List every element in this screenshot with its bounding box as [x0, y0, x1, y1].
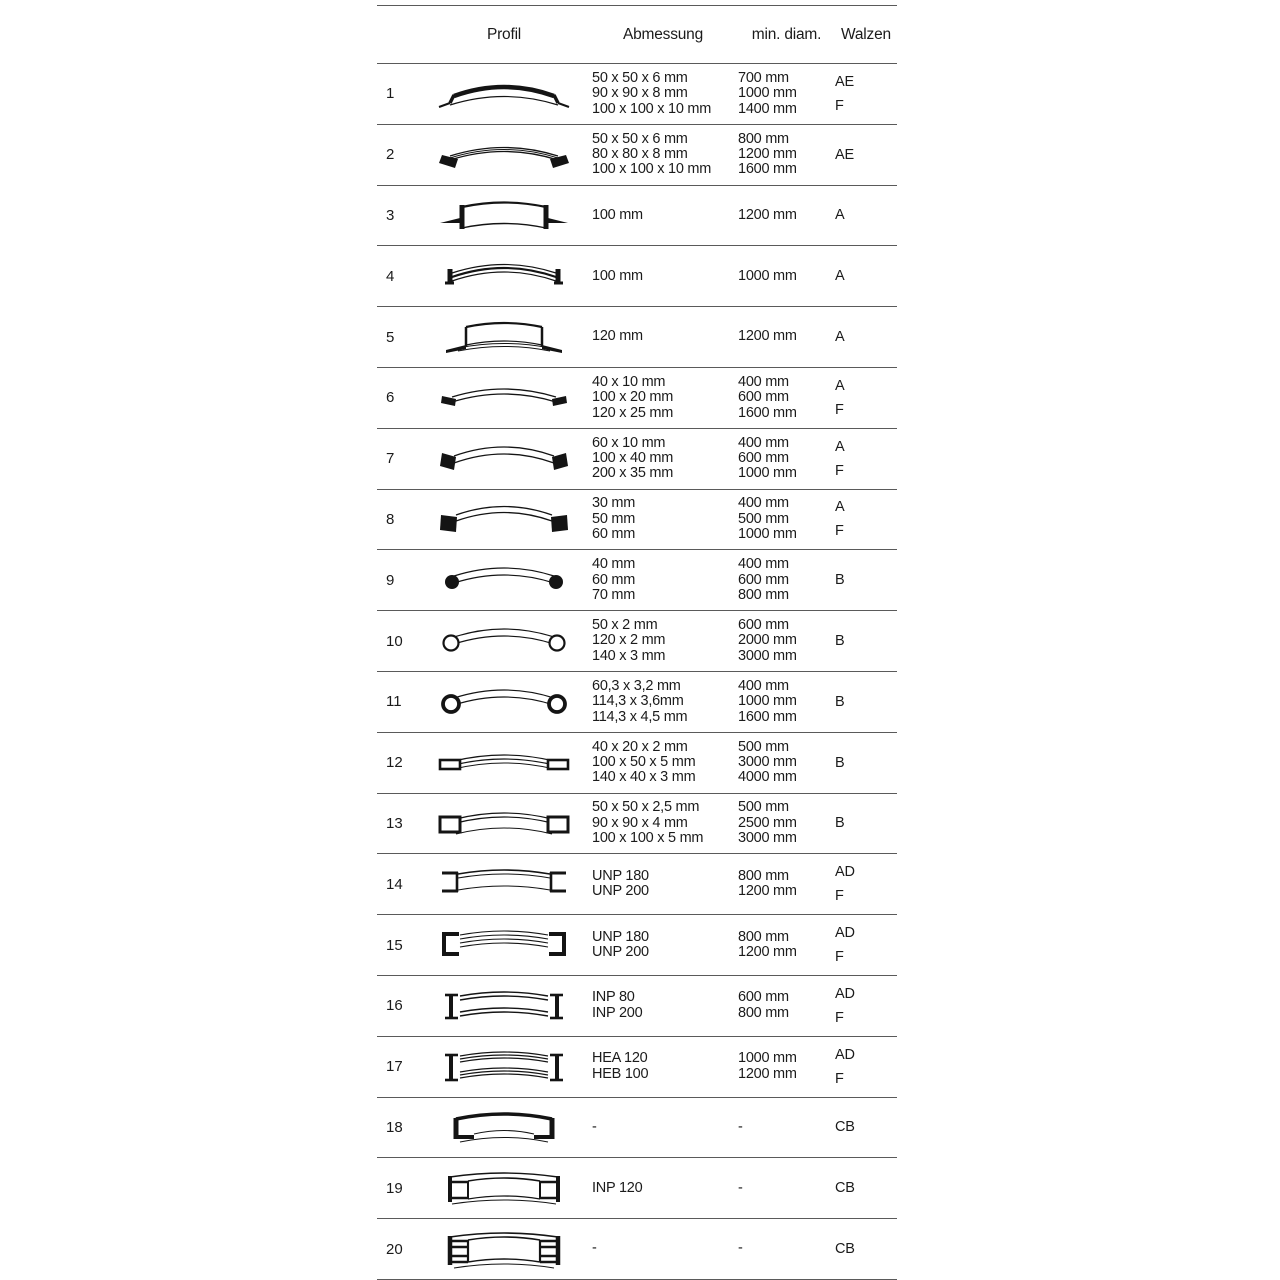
heb-beam-side-icon: [438, 1226, 570, 1272]
walzen-line: B: [835, 693, 845, 710]
walzen-line: F: [835, 1070, 844, 1087]
table-row: [377, 1158, 897, 1219]
table-row: [377, 854, 897, 915]
walzen-line: B: [835, 754, 845, 771]
walzen-line: F: [835, 462, 844, 479]
table-row: [377, 125, 897, 186]
min_diam-line: 400 mm: [738, 677, 789, 694]
abmessung-line: 120 x 2 mm: [592, 632, 666, 649]
abmessung-line: 120 mm: [592, 328, 643, 345]
row-number: 2: [386, 146, 395, 164]
min_diam-line: 800 mm: [738, 928, 789, 945]
walzen-line: A: [835, 268, 845, 285]
row-number: 5: [386, 328, 395, 346]
walzen-line: B: [835, 633, 845, 650]
abmessung-line: 40 x 10 mm: [592, 373, 666, 390]
min_diam-line: 800 mm: [738, 1004, 789, 1021]
row-number: 19: [386, 1179, 403, 1197]
abmessung-line: 50 mm: [592, 510, 636, 527]
abmessung-line: INP 200: [592, 1004, 643, 1021]
abmessung-line: 60 x 10 mm: [592, 434, 666, 451]
table-row: [377, 976, 897, 1037]
table-row: [377, 672, 897, 733]
min_diam-line: 2000 mm: [738, 632, 797, 649]
dimensions-cell: [588, 990, 738, 1021]
rollers-cell: [835, 751, 897, 775]
header-profil: Profil: [486, 25, 522, 43]
profile-icon-cell: [420, 375, 588, 421]
walzen-line: F: [835, 97, 844, 114]
profile-icon-cell: [420, 1044, 588, 1090]
abmessung-line: 200 x 35 mm: [592, 465, 674, 482]
min_diam-line: 600 mm: [738, 989, 789, 1006]
walzen-line: AD: [835, 985, 855, 1002]
profile-icon-cell: [420, 800, 588, 846]
min-diameter-cell: [738, 1241, 835, 1256]
min-diameter-cell: [738, 557, 835, 603]
rollers-cell: [835, 143, 897, 167]
walzen-line: AE: [835, 146, 854, 163]
min_diam-line: 1200 mm: [738, 328, 797, 345]
inp-beam-side-icon: [438, 1165, 570, 1211]
min-diameter-cell: [738, 800, 835, 846]
abmessung-line: 50 x 50 x 6 mm: [592, 69, 688, 86]
channel-flanges-up-icon: [438, 1104, 570, 1150]
profile-bending-table: [377, 5, 897, 1280]
table-header-row: [377, 6, 897, 64]
min_diam-line: 800 mm: [738, 586, 789, 603]
rollers-cell: [835, 325, 897, 349]
min_diam-line: 1200 mm: [738, 145, 797, 162]
walzen-line: B: [835, 572, 845, 589]
min-diameter-cell: [738, 269, 835, 284]
dimensions-cell: [588, 132, 738, 178]
inp-beam-icon: [438, 983, 570, 1029]
profile-icon-cell: [420, 740, 588, 786]
min-diameter-cell: [738, 869, 835, 900]
square-bar-icon: [438, 496, 570, 542]
min_diam-line: 1000 mm: [738, 1050, 797, 1067]
min-diameter-cell: [738, 618, 835, 664]
rollers-cell: [835, 982, 897, 1030]
dimensions-cell: [588, 1120, 738, 1135]
rollers-cell: [835, 1043, 897, 1091]
abmessung-line: 90 x 90 x 8 mm: [592, 85, 688, 102]
dimensions-cell: [588, 618, 738, 664]
row-number: 13: [386, 814, 403, 832]
profile-icon-cell: [420, 861, 588, 907]
abmessung-line: UNP 180: [592, 867, 649, 884]
min_diam-line: 600 mm: [738, 389, 789, 406]
walzen-line: A: [835, 207, 845, 224]
abmessung-line: 114,3 x 4,5 mm: [592, 708, 688, 725]
abmessung-line: 80 x 80 x 8 mm: [592, 145, 688, 162]
profile-icon-cell: [420, 1226, 588, 1272]
dimensions-cell: [588, 436, 738, 482]
min_diam-line: 2500 mm: [738, 814, 797, 831]
profile-icon-cell: [420, 436, 588, 482]
walzen-line: A: [835, 329, 845, 346]
abmessung-line: 140 x 3 mm: [592, 647, 666, 664]
row-number: 9: [386, 571, 395, 589]
min_diam-line: 500 mm: [738, 799, 789, 816]
abmessung-line: 140 x 40 x 3 mm: [592, 769, 696, 786]
dimensions-cell: [588, 869, 738, 900]
abmessung-line: 50 x 50 x 6 mm: [592, 130, 688, 147]
walzen-line: AD: [835, 864, 855, 881]
min-diameter-cell: [738, 375, 835, 421]
walzen-line: CB: [835, 1119, 855, 1136]
min_diam-line: 1600 mm: [738, 404, 797, 421]
abmessung-line: 90 x 90 x 4 mm: [592, 814, 688, 831]
profile-icon-cell: [420, 496, 588, 542]
dimensions-cell: [588, 375, 738, 421]
dimensions-cell: [588, 1181, 738, 1196]
table-row: [377, 246, 897, 307]
header-abmessung: Abmessung: [622, 25, 704, 43]
profile-icon-cell: [420, 557, 588, 603]
min_diam-line: 1600 mm: [738, 161, 797, 178]
min-diameter-cell: [738, 1181, 835, 1196]
dimensions-cell: [588, 269, 738, 284]
table-body: [377, 64, 897, 1280]
row-number: 14: [386, 875, 403, 893]
row-number: 17: [386, 1058, 403, 1076]
abmessung-line: 100 x 100 x 5 mm: [592, 830, 704, 847]
min_diam-line: 500 mm: [738, 738, 789, 755]
min_diam-line: 1000 mm: [738, 465, 797, 482]
min-diameter-cell: [738, 329, 835, 344]
profile-icon-cell: [420, 679, 588, 725]
min-diameter-cell: [738, 71, 835, 117]
min_diam-line: 700 mm: [738, 69, 789, 86]
row-number: 4: [386, 267, 395, 285]
row-number: 20: [386, 1240, 403, 1258]
walzen-line: AD: [835, 925, 855, 942]
min-diameter-cell: [738, 1120, 835, 1135]
abmessung-line: INP 120: [592, 1179, 643, 1196]
table-row: [377, 794, 897, 855]
min-diameter-cell: [738, 208, 835, 223]
min_diam-line: 400 mm: [738, 434, 789, 451]
abmessung-line: 100 x 40 mm: [592, 449, 674, 466]
row-number: 15: [386, 936, 403, 954]
rollers-cell: [835, 495, 897, 543]
rollers-cell: [835, 203, 897, 227]
min_diam-line: 1000 mm: [738, 526, 797, 543]
row-number: 10: [386, 632, 403, 650]
min_diam-line: 1200 mm: [738, 944, 797, 961]
min_diam-line: 1200 mm: [738, 206, 797, 223]
angle-legs-in-icon: [438, 132, 570, 178]
min_diam-line: -: [738, 1240, 743, 1257]
walzen-line: F: [835, 949, 844, 966]
angle-heel-out-icon: [438, 253, 570, 299]
min_diam-line: 600 mm: [738, 571, 789, 588]
table-row: [377, 1098, 897, 1159]
profile-icon-cell: [420, 71, 588, 117]
abmessung-line: 60 mm: [592, 571, 636, 588]
flat-bar-easy-way-large-icon: [438, 436, 570, 482]
min_diam-line: 400 mm: [738, 373, 789, 390]
abmessung-line: 60,3 x 3,2 mm: [592, 677, 681, 694]
walzen-line: AD: [835, 1046, 855, 1063]
min-diameter-cell: [738, 132, 835, 178]
rollers-cell: [835, 690, 897, 714]
square-tube-icon: [438, 800, 570, 846]
abmessung-line: INP 80: [592, 989, 635, 1006]
min-diameter-cell: [738, 496, 835, 542]
abmessung-line: -: [592, 1118, 597, 1135]
walzen-line: AE: [835, 73, 854, 90]
rollers-cell: [835, 264, 897, 288]
profile-icon-cell: [420, 922, 588, 968]
min_diam-line: 3000 mm: [738, 830, 797, 847]
dimensions-cell: [588, 496, 738, 542]
min_diam-line: 600 mm: [738, 616, 789, 633]
min-diameter-cell: [738, 930, 835, 961]
min-diameter-cell: [738, 1051, 835, 1082]
flat-bar-hard-way-icon: [438, 192, 570, 238]
abmessung-line: 100 mm: [592, 206, 643, 223]
abmessung-line: 40 mm: [592, 556, 636, 573]
table-row: [377, 186, 897, 247]
rollers-cell: [835, 374, 897, 422]
min_diam-line: 400 mm: [738, 495, 789, 512]
abmessung-line: HEA 120: [592, 1050, 648, 1067]
dimensions-cell: [588, 1051, 738, 1082]
rollers-cell: [835, 629, 897, 653]
table-row: [377, 611, 897, 672]
abmessung-line: 60 mm: [592, 526, 636, 543]
min_diam-line: 800 mm: [738, 130, 789, 147]
dimensions-cell: [588, 1241, 738, 1256]
abmessung-line: 40 x 20 x 2 mm: [592, 738, 688, 755]
abmessung-line: 100 x 100 x 10 mm: [592, 100, 712, 117]
tube-thin-wall-icon: [438, 618, 570, 664]
angle-legs-out-icon: [438, 71, 570, 117]
table-row: [377, 1219, 897, 1280]
abmessung-line: 30 mm: [592, 495, 636, 512]
dimensions-cell: [588, 740, 738, 786]
abmessung-line: 120 x 25 mm: [592, 404, 674, 421]
tube-thick-wall-icon: [438, 679, 570, 725]
walzen-line: CB: [835, 1180, 855, 1197]
dimensions-cell: [588, 329, 738, 344]
min_diam-line: 1000 mm: [738, 693, 797, 710]
dimensions-cell: [588, 679, 738, 725]
row-number: 3: [386, 206, 395, 224]
min-diameter-cell: [738, 740, 835, 786]
abmessung-line: HEB 100: [592, 1065, 649, 1082]
t-profile-icon: [438, 314, 570, 360]
profile-icon-cell: [420, 192, 588, 238]
profile-icon-cell: [420, 132, 588, 178]
walzen-line: A: [835, 377, 845, 394]
rollers-cell: [835, 568, 897, 592]
header-walzen: Walzen: [841, 25, 891, 43]
abmessung-line: 100 x 20 mm: [592, 389, 674, 406]
header-min-diam: min. diam.: [751, 25, 822, 43]
min-diameter-cell: [738, 436, 835, 482]
abmessung-line: UNP 200: [592, 883, 649, 900]
walzen-line: F: [835, 888, 844, 905]
min_diam-line: 1200 mm: [738, 883, 797, 900]
min_diam-line: 600 mm: [738, 449, 789, 466]
min_diam-line: 1400 mm: [738, 100, 797, 117]
table-row: [377, 550, 897, 611]
rollers-cell: [835, 1176, 897, 1200]
rollers-cell: [835, 811, 897, 835]
table-row: [377, 64, 897, 125]
min_diam-line: -: [738, 1179, 743, 1196]
min_diam-line: 3000 mm: [738, 753, 797, 770]
row-number: 18: [386, 1118, 403, 1136]
rect-tube-icon: [438, 740, 570, 786]
table-row: [377, 490, 897, 551]
table-row: [377, 368, 897, 429]
table-row: [377, 1037, 897, 1098]
dimensions-cell: [588, 800, 738, 846]
table-row: [377, 733, 897, 794]
min_diam-line: 1000 mm: [738, 85, 797, 102]
walzen-line: F: [835, 401, 844, 418]
table-row: [377, 915, 897, 976]
profile-icon-cell: [420, 314, 588, 360]
rollers-cell: [835, 70, 897, 118]
row-number: 7: [386, 450, 395, 468]
flat-bar-easy-way-icon: [438, 375, 570, 421]
row-number: 12: [386, 754, 403, 772]
round-bar-icon: [438, 557, 570, 603]
profile-icon-cell: [420, 1104, 588, 1150]
hea-beam-icon: [438, 1044, 570, 1090]
profile-icon-cell: [420, 618, 588, 664]
abmessung-line: -: [592, 1240, 597, 1257]
walzen-line: CB: [835, 1241, 855, 1258]
rollers-cell: [835, 921, 897, 969]
row-number: 16: [386, 997, 403, 1015]
walzen-line: F: [835, 523, 844, 540]
abmessung-line: UNP 200: [592, 944, 649, 961]
row-number: 1: [386, 85, 395, 103]
rollers-cell: [835, 1237, 897, 1261]
table-row: [377, 429, 897, 490]
min_diam-line: 4000 mm: [738, 769, 797, 786]
walzen-line: B: [835, 815, 845, 832]
dimensions-cell: [588, 71, 738, 117]
dimensions-cell: [588, 557, 738, 603]
row-number: 11: [386, 693, 402, 711]
min-diameter-cell: [738, 679, 835, 725]
min_diam-line: 1000 mm: [738, 267, 797, 284]
unp-on-back-icon: [438, 922, 570, 968]
walzen-line: F: [835, 1009, 844, 1026]
abmessung-line: 114,3 x 3,6mm: [592, 693, 684, 710]
dimensions-cell: [588, 208, 738, 223]
min_diam-line: 3000 mm: [738, 647, 797, 664]
min_diam-line: 800 mm: [738, 867, 789, 884]
abmessung-line: 50 x 2 mm: [592, 616, 658, 633]
min-diameter-cell: [738, 990, 835, 1021]
profile-icon-cell: [420, 1165, 588, 1211]
abmessung-line: 100 x 100 x 10 mm: [592, 161, 712, 178]
row-number: 8: [386, 510, 395, 528]
dimensions-cell: [588, 930, 738, 961]
walzen-line: A: [835, 499, 845, 516]
min_diam-line: 400 mm: [738, 556, 789, 573]
rollers-cell: [835, 860, 897, 908]
rollers-cell: [835, 435, 897, 483]
row-number: 6: [386, 389, 395, 407]
min_diam-line: -: [738, 1118, 743, 1135]
abmessung-line: 50 x 50 x 2,5 mm: [592, 799, 700, 816]
abmessung-line: 100 mm: [592, 267, 643, 284]
profile-icon-cell: [420, 253, 588, 299]
unp-flanges-out-icon: [438, 861, 570, 907]
abmessung-line: 70 mm: [592, 586, 636, 603]
rollers-cell: [835, 1115, 897, 1139]
table-row: [377, 307, 897, 368]
profile-icon-cell: [420, 983, 588, 1029]
abmessung-line: UNP 180: [592, 928, 649, 945]
min_diam-line: 500 mm: [738, 510, 789, 527]
walzen-line: A: [835, 438, 845, 455]
abmessung-line: 100 x 50 x 5 mm: [592, 753, 696, 770]
min_diam-line: 1600 mm: [738, 708, 797, 725]
min_diam-line: 1200 mm: [738, 1065, 797, 1082]
